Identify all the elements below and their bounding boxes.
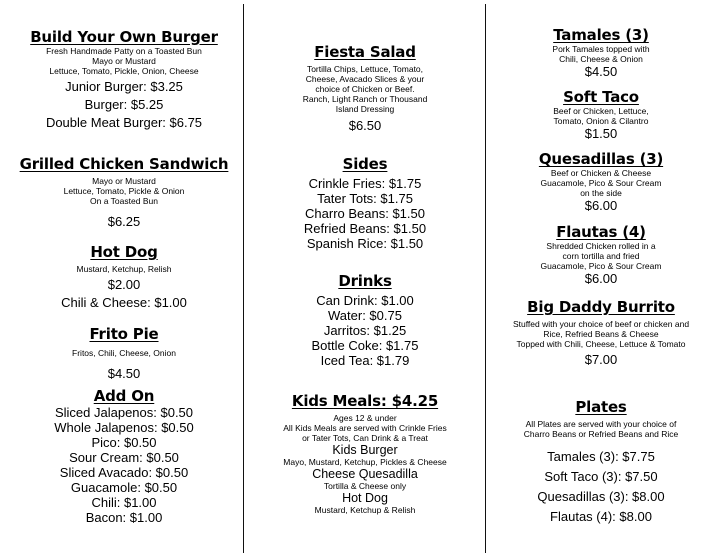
item-description: Mayo or Mustard (92, 176, 156, 186)
section-build-your-own-burger (8, 28, 240, 130)
item-description: Charro Beans or Refried Beans and Rice (523, 429, 679, 439)
section-title: Drinks (338, 272, 392, 290)
section-quesadillas (490, 150, 712, 213)
menu-item: Iced Tea: $1.79 (320, 353, 410, 368)
menu-item: Burger: $5.25 (84, 97, 164, 112)
item-description: Cheese, Avacado Slices & your (305, 74, 425, 84)
section-title: Big Daddy Burrito (527, 298, 675, 316)
item-description: Guacamole, Pico & Sour Cream (540, 261, 662, 271)
item-description: corn tortilla and fried (562, 251, 640, 261)
menu-item: Can Drink: $1.00 (316, 293, 414, 308)
item-description: Beef or Chicken, Lettuce, (553, 106, 649, 116)
section-sides (248, 155, 482, 251)
section-title: Tamales (3) (553, 26, 649, 44)
menu-item: Refried Beans: $1.50 (303, 221, 427, 236)
item-description: choice of Chicken or Beef. (315, 84, 415, 94)
section-title: Flautas (4) (556, 223, 646, 241)
menu-item: Water: $0.75 (328, 308, 402, 323)
menu-item: Chili: $1.00 (91, 495, 157, 510)
menu-item: Sliced Jalapenos: $0.50 (54, 405, 194, 420)
item-description: Mayo or Mustard (92, 56, 156, 66)
menu-item: Soft Taco (3): $7.50 (544, 469, 658, 484)
item-description: Ranch, Light Ranch or Thousand (302, 94, 428, 104)
item-price: $6.00 (584, 271, 618, 286)
section-title: Soft Taco (563, 88, 639, 106)
menu-column-right (490, 0, 712, 557)
menu-item: Pico: $0.50 (91, 435, 157, 450)
section-soft-taco (490, 88, 712, 141)
menu-item: Junior Burger: $3.25 (65, 79, 183, 94)
section-plates (490, 398, 712, 524)
item-description: Fritos, Chili, Cheese, Onion (72, 348, 176, 358)
item-description: Topped with Chili, Cheese, Lettuce & Tomato (516, 339, 686, 349)
item-description: Stuffed with your choice of beef or chicken and (512, 319, 690, 329)
section-title: Grilled Chicken Sandwich (19, 155, 229, 173)
item-description: Mustard, Ketchup, Relish (76, 264, 172, 274)
menu-item: Double Meat Burger: $6.75 (45, 115, 203, 130)
menu-item: $2.00 (107, 277, 141, 292)
section-grilled-chicken-sandwich (8, 155, 240, 229)
item-description: Tortilla Chips, Lettuce, Tomato, (306, 64, 424, 74)
menu-item: Flautas (4): $8.00 (550, 509, 652, 524)
section-hot-dog (8, 243, 240, 310)
section-title: Build Your Own Burger (30, 28, 218, 46)
item-description: Guacamole, Pico & Sour Cream (540, 178, 662, 188)
menu-item: Quesadillas (3): $8.00 (537, 489, 665, 504)
menu-item: Bacon: $1.00 (85, 510, 163, 525)
item-description: or Tater Tots, Can Drink & a Treat (302, 433, 428, 443)
item-price: $6.25 (107, 214, 141, 229)
item-description: Pork Tamales topped with (552, 44, 650, 54)
column-divider-right (485, 4, 486, 553)
column-divider-left (243, 4, 244, 553)
item-description: Shredded Chicken rolled in a (546, 241, 656, 251)
menu-item: Tamales (3): $7.75 (547, 449, 655, 464)
menu-item: Whole Jalapenos: $0.50 (54, 420, 194, 435)
menu-item: Hot Dog (342, 491, 388, 505)
menu-item: Sour Cream: $0.50 (69, 450, 179, 465)
menu-item: Jarritos: $1.25 (323, 323, 407, 338)
section-title: Frito Pie (89, 325, 159, 343)
menu-column-left (8, 0, 240, 557)
section-title: Sides (342, 155, 388, 173)
section-title: Fiesta Salad (314, 43, 416, 61)
item-price: $6.00 (584, 198, 618, 213)
section-title: Add On (93, 387, 155, 405)
item-price: $6.50 (348, 118, 382, 133)
menu-item: Sliced Avacado: $0.50 (59, 465, 189, 480)
section-title: Hot Dog (90, 243, 158, 261)
item-price: $4.50 (107, 366, 141, 381)
item-price: $7.00 (584, 352, 618, 367)
section-flautas (490, 223, 712, 286)
item-description: On a Toasted Bun (90, 196, 158, 206)
menu-item: Bottle Coke: $1.75 (311, 338, 419, 353)
section-title: Kids Meals: $4.25 (291, 392, 439, 410)
section-big-daddy-burrito (490, 298, 712, 367)
item-description: Fresh Handmade Patty on a Toasted Bun (46, 46, 202, 56)
section-tamales (490, 26, 712, 79)
menu-item: Guacamole: $0.50 (70, 480, 178, 495)
menu-item: Chili & Cheese: $1.00 (61, 295, 187, 310)
section-title: Quesadillas (3) (538, 150, 664, 168)
item-description: on the side (580, 188, 622, 198)
item-description: All Plates are served with your choice of (525, 419, 677, 429)
section-drinks (248, 272, 482, 368)
item-description: Rice, Refried Beans & Cheese (543, 329, 659, 339)
item-description: Island Dressing (335, 104, 395, 114)
item-description: Tortilla & Cheese only (323, 481, 407, 491)
section-kids-meals (248, 392, 482, 515)
menu-item: Cheese Quesadilla (312, 467, 418, 481)
menu-column-middle (248, 0, 482, 557)
menu-item: Charro Beans: $1.50 (305, 206, 425, 221)
section-fiesta-salad (248, 43, 482, 133)
item-description: Tomato, Onion & Cilantro (553, 116, 649, 126)
menu-item: Spanish Rice: $1.50 (306, 236, 424, 251)
item-description: Chili, Cheese & Onion (559, 54, 643, 64)
item-price: $1.50 (584, 126, 618, 141)
menu-item: Tater Tots: $1.75 (317, 191, 413, 206)
item-description: Lettuce, Tomato, Pickle, Onion, Cheese (49, 66, 199, 76)
section-title: Plates (575, 398, 627, 416)
section-add-on (8, 387, 240, 525)
item-description: Lettuce, Tomato, Pickle & Onion (63, 186, 185, 196)
menu-item: Crinkle Fries: $1.75 (308, 176, 422, 191)
item-description: All Kids Meals are served with Crinkle Fries (283, 423, 447, 433)
item-description: Beef or Chicken & Cheese (550, 168, 652, 178)
section-frito-pie (8, 325, 240, 381)
item-description: Ages 12 & under (333, 413, 397, 423)
item-description: Mayo, Mustard, Ketchup, Pickles & Cheese (283, 457, 447, 467)
menu-item: Kids Burger (332, 443, 398, 457)
item-description: Mustard, Ketchup & Relish (314, 505, 416, 515)
item-price: $4.50 (584, 64, 618, 79)
